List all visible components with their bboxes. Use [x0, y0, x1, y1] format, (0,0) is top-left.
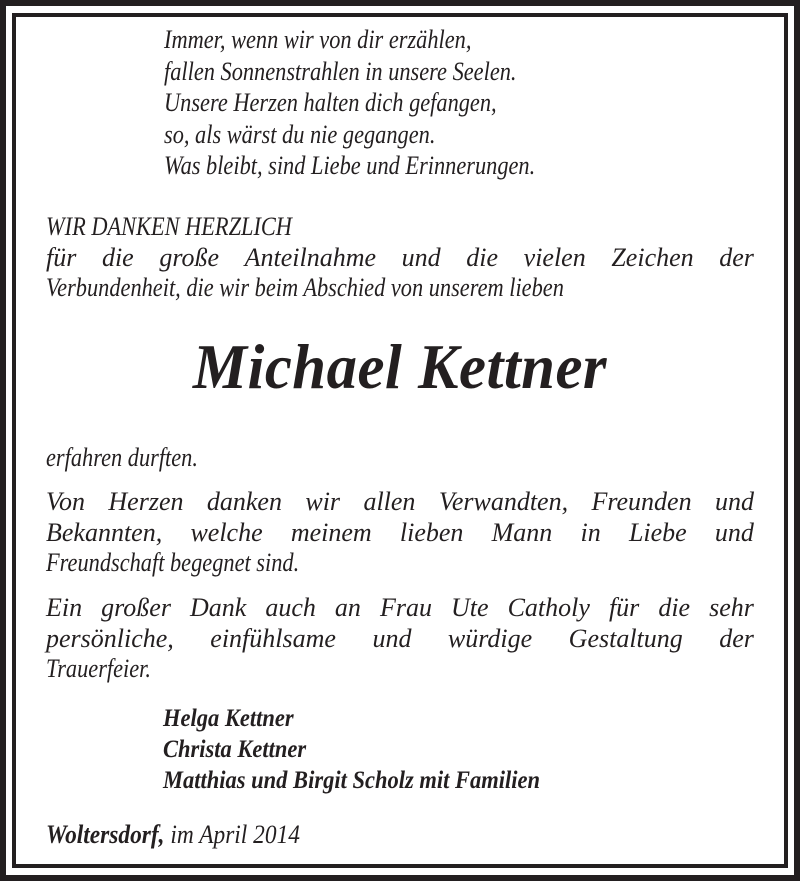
word: Ein — [46, 593, 83, 622]
thanks-line-1 — [46, 243, 754, 274]
paragraph-1 — [46, 443, 754, 474]
paragraph-3 — [46, 593, 754, 685]
memorial-poem — [164, 24, 535, 182]
place-and-date — [46, 820, 300, 850]
word: für — [608, 593, 640, 622]
word: Von — [46, 487, 85, 516]
word: Frau — [379, 593, 432, 622]
word: Verwandten, — [438, 487, 569, 516]
word: in — [580, 517, 601, 547]
word: einfühlsame — [210, 623, 336, 653]
word: vielen — [523, 242, 586, 272]
word: der — [719, 623, 754, 653]
word: würdige — [447, 623, 533, 653]
word: sehr — [709, 593, 754, 622]
word: Herzen — [108, 487, 184, 516]
word: für — [46, 242, 77, 272]
paragraph-2 — [46, 487, 754, 579]
word: und — [715, 487, 754, 516]
paragraph-2-line-2 — [46, 518, 754, 549]
paragraph-3-line-2 — [46, 624, 754, 655]
word: persönliche, — [46, 623, 174, 653]
paragraph-3-line-3: Trauerfeier. — [46, 654, 151, 683]
word: Zeichen — [611, 242, 694, 272]
word: Anteilnahme — [244, 242, 377, 272]
word: meinem — [290, 517, 372, 547]
word: auch — [265, 593, 316, 622]
poem-line: Unsere Herzen halten dich gefangen, — [164, 88, 497, 117]
word: Dank — [189, 593, 247, 622]
poem-line: fallen Sonnenstrahlen in unsere Seelen. — [164, 56, 517, 86]
paragraph-2-line-3: Freundschaft begegnet sind. — [46, 548, 300, 577]
word: die — [101, 242, 134, 272]
poem-line: so, als wärst du nie gegangen. — [164, 119, 436, 149]
word: Mann — [491, 517, 553, 547]
word: und — [714, 517, 754, 547]
word: an — [334, 593, 361, 622]
poem-line: Immer, wenn wir von dir erzählen, — [164, 25, 472, 54]
thanks-line-2: Verbundenheit, die wir beim Abschied von unserem lieben — [46, 273, 564, 302]
word: die — [658, 593, 691, 622]
word: Ute — [450, 593, 489, 622]
signers-list — [163, 703, 540, 796]
word: welche — [190, 517, 263, 547]
word: Liebe — [628, 517, 687, 547]
signer: Christa Kettner — [163, 736, 307, 763]
thanks-section — [46, 212, 754, 304]
word: lieben — [399, 517, 464, 547]
word: die — [466, 242, 499, 272]
word: danken — [206, 487, 282, 516]
deceased-name: Michael Kettner — [192, 331, 608, 402]
word: der — [719, 242, 754, 272]
word: Gestaltung — [568, 623, 683, 653]
date: im April 2014 — [170, 820, 300, 849]
word: Freunden — [591, 487, 692, 516]
word: und — [372, 623, 412, 653]
paragraph-3-line-1 — [46, 593, 754, 624]
word: Catholy — [507, 593, 590, 622]
word: und — [401, 242, 441, 272]
word: Bekannten, — [46, 517, 163, 547]
word: allen — [363, 487, 416, 516]
poem-line: Was bleibt, sind Liebe und Erinnerungen. — [164, 151, 536, 180]
place: Woltersdorf, — [46, 820, 165, 849]
word: große — [159, 242, 220, 272]
word: großer — [101, 593, 171, 622]
paragraph-2-line-1 — [46, 487, 754, 518]
signer: Helga Kettner — [163, 705, 294, 732]
word: wir — [305, 487, 341, 516]
paragraph-1-line: erfahren durften. — [46, 443, 198, 472]
signer: Matthias und Birgit Scholz mit Familien — [163, 767, 540, 794]
thanks-heading: WIR DANKEN HERZLICH — [46, 212, 292, 241]
